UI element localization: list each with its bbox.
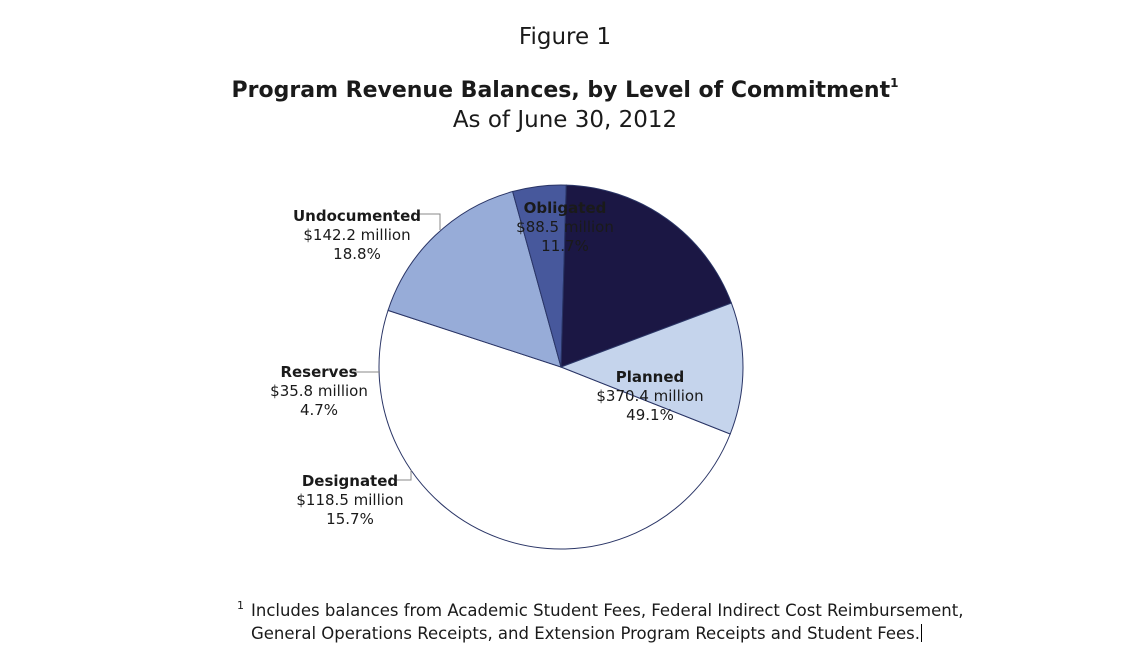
slice-label-undocumented — [282, 207, 432, 264]
slice-percent: 11.7% — [541, 237, 589, 255]
chart-subtitle: As of June 30, 2012 — [452, 107, 678, 133]
slice-label-reserves — [244, 363, 394, 420]
slice-name: Planned — [615, 368, 685, 386]
slice-name: Designated — [301, 472, 399, 490]
slice-value: $88.5 million — [516, 218, 614, 236]
slice-value: $370.4 million — [596, 387, 704, 405]
figure-label: Figure 1 — [518, 24, 612, 50]
slice-name: Reserves — [280, 363, 358, 381]
slice-value: $142.2 million — [303, 226, 411, 244]
slice-value: $118.5 million — [296, 491, 404, 509]
slice-percent: 18.8% — [333, 245, 381, 263]
chart-title-text: Program Revenue Balances, by Level of Commitment — [231, 78, 891, 103]
footnote — [237, 599, 997, 645]
slice-percent: 49.1% — [626, 406, 674, 424]
footnote-mark: 1 — [237, 599, 244, 612]
slice-value: $35.8 million — [270, 382, 368, 400]
slice-label-designated — [275, 472, 425, 529]
slice-label-obligated — [490, 199, 640, 256]
slice-percent: 4.7% — [299, 401, 339, 419]
slice-name: Obligated — [523, 199, 607, 217]
text-cursor — [921, 624, 922, 642]
footnote-body: Includes balances from Academic Student Fees, Federal Indirect Cost Reimbursement, General Operations Receipts, and Extension Program Receipts and Student Fees. — [251, 601, 964, 643]
slice-percent: 15.7% — [326, 510, 374, 528]
slice-label-planned — [575, 368, 725, 425]
title-footnote-mark: 1 — [890, 76, 899, 90]
footnote-text — [251, 599, 997, 645]
slice-name: Undocumented — [292, 207, 422, 225]
